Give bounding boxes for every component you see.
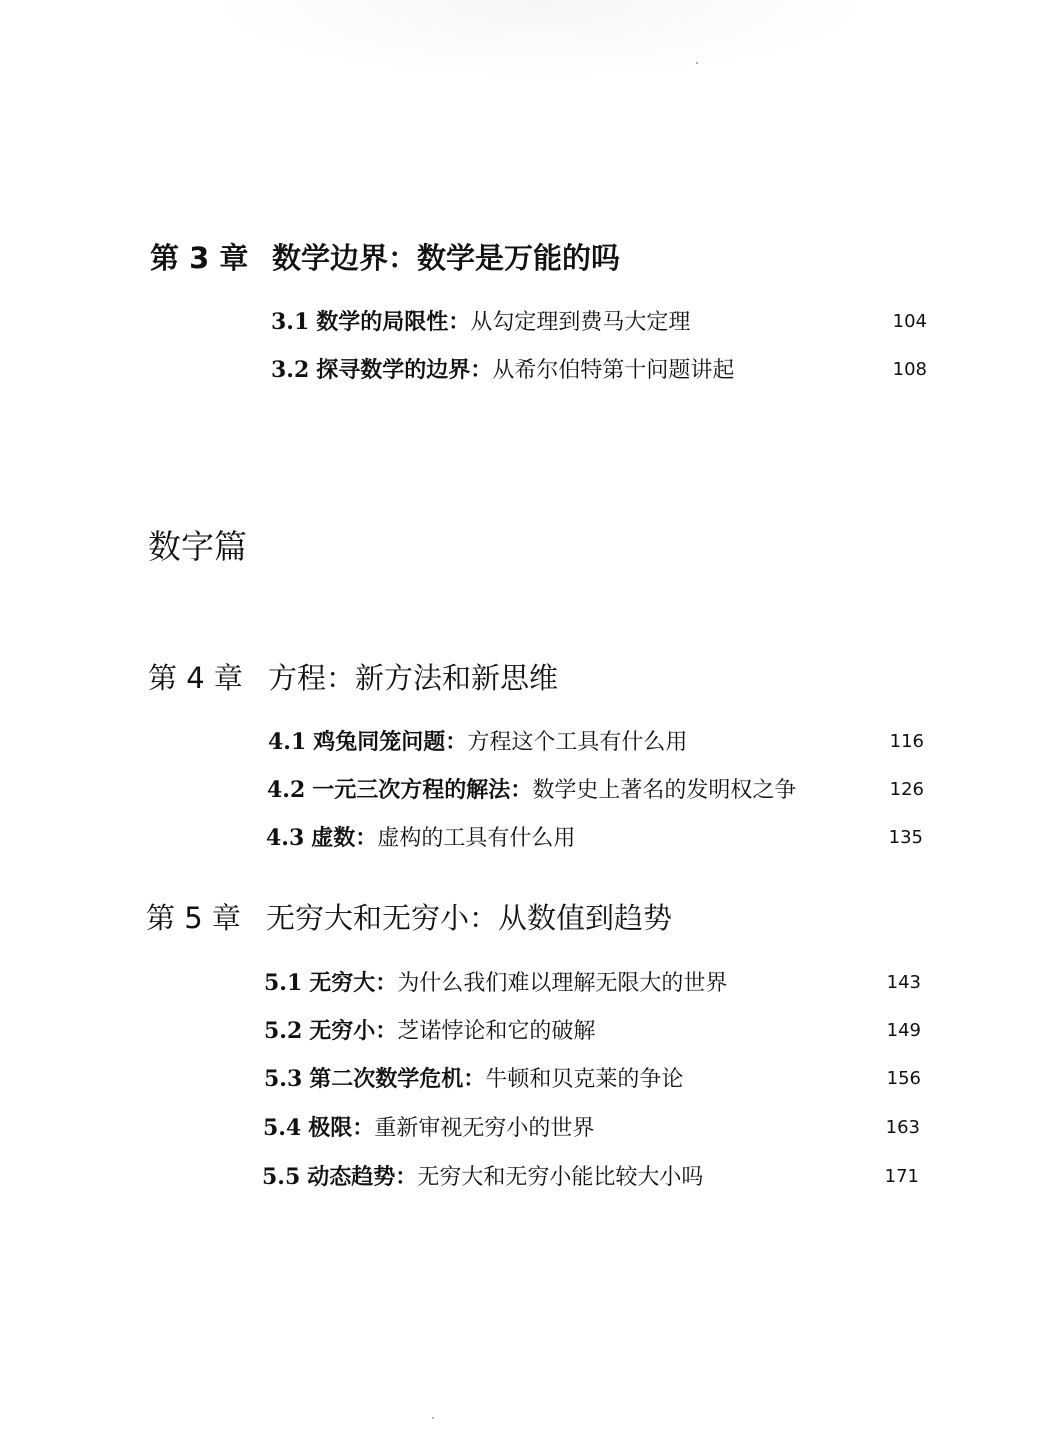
section-number: 4.1 <box>268 729 307 755</box>
section-heading: 数学的局限性 <box>316 310 449 335</box>
section-subtitle: 从希尔伯特第十问题讲起 <box>492 358 735 383</box>
chapter-title: 无穷大和无穷小：从数值到趋势 <box>266 901 673 935</box>
section-number: 5.4 <box>263 1115 302 1141</box>
section-subtitle: 从勾定理到费马大定理 <box>470 310 691 335</box>
section-separator: ： <box>375 1019 398 1044</box>
section-subtitle: 芝诺悖论和它的破解 <box>397 1019 596 1044</box>
page-number: 104 <box>892 311 927 332</box>
chapter-3-heading <box>0 238 1059 278</box>
page-number: 135 <box>888 827 923 848</box>
section-number: 5.1 <box>264 970 303 996</box>
part-title: 数字篇 <box>148 527 247 566</box>
section-separator: ： <box>352 1116 375 1141</box>
section-heading: 探寻数学的边界 <box>316 358 471 383</box>
toc-entry[interactable] <box>0 1112 1059 1144</box>
chapter-number: 第 3 章 <box>150 241 249 275</box>
section-heading: 无穷大 <box>309 971 376 996</box>
toc-entry[interactable] <box>0 354 1059 386</box>
section-number: 5.3 <box>264 1066 303 1092</box>
scan-shadow <box>200 0 880 80</box>
scan-speck <box>696 62 698 64</box>
chapter-number: 第 5 章 <box>146 901 241 935</box>
section-heading: 动态趋势 <box>307 1165 396 1190</box>
page-number: 108 <box>892 359 927 380</box>
page-number: 149 <box>886 1020 921 1041</box>
section-number: 5.5 <box>262 1164 301 1190</box>
section-number: 4.2 <box>267 777 306 803</box>
section-heading: 鸡兔同笼问题 <box>313 730 446 755</box>
section-number: 3.2 <box>271 357 310 383</box>
section-heading: 虚数 <box>311 826 356 851</box>
toc-entry[interactable] <box>0 774 1059 806</box>
section-number: 4.3 <box>266 825 305 851</box>
section-separator: ： <box>445 730 468 755</box>
chapter-4-heading <box>0 658 1059 698</box>
toc-entry[interactable] <box>0 1161 1059 1193</box>
section-heading: 一元三次方程的解法 <box>312 778 511 803</box>
page-number: 143 <box>886 972 921 993</box>
section-separator: ： <box>375 971 398 996</box>
chapter-5-heading <box>0 898 1059 938</box>
section-subtitle: 无穷大和无穷小能比较大小吗 <box>417 1165 704 1190</box>
toc-entry[interactable] <box>0 726 1059 758</box>
toc-entry[interactable] <box>0 967 1059 999</box>
section-subtitle: 牛顿和贝克莱的争论 <box>485 1067 684 1092</box>
section-separator: ： <box>510 778 533 803</box>
chapter-title: 数学边界：数学是万能的吗 <box>272 241 621 275</box>
section-subtitle: 数学史上著名的发明权之争 <box>532 778 797 803</box>
section-number: 3.1 <box>271 309 310 335</box>
section-heading: 无穷小 <box>309 1019 376 1044</box>
scan-speck <box>432 1417 434 1419</box>
page-number: 126 <box>889 779 924 800</box>
page-number: 116 <box>889 731 924 752</box>
toc-entry[interactable] <box>0 1063 1059 1095</box>
section-subtitle: 虚构的工具有什么用 <box>377 826 576 851</box>
section-separator: ： <box>463 1067 486 1092</box>
page-number: 163 <box>885 1117 920 1138</box>
section-subtitle: 方程这个工具有什么用 <box>467 730 688 755</box>
section-separator: ： <box>355 826 378 851</box>
page-number: 171 <box>884 1166 919 1187</box>
section-number: 5.2 <box>264 1018 303 1044</box>
page-number: 156 <box>886 1068 921 1089</box>
section-separator: ： <box>448 310 471 335</box>
toc-entry[interactable] <box>0 306 1059 338</box>
section-separator: ： <box>470 358 493 383</box>
chapter-title: 方程：新方法和新思维 <box>268 661 559 695</box>
section-subtitle: 为什么我们难以理解无限大的世界 <box>397 971 728 996</box>
section-separator: ： <box>395 1165 418 1190</box>
chapter-number: 第 4 章 <box>148 661 243 695</box>
toc-entry[interactable] <box>0 1015 1059 1047</box>
toc-entry[interactable] <box>0 822 1059 854</box>
section-heading: 极限 <box>308 1116 353 1141</box>
section-subtitle: 重新审视无穷小的世界 <box>374 1116 595 1141</box>
section-heading: 第二次数学危机 <box>309 1067 464 1092</box>
